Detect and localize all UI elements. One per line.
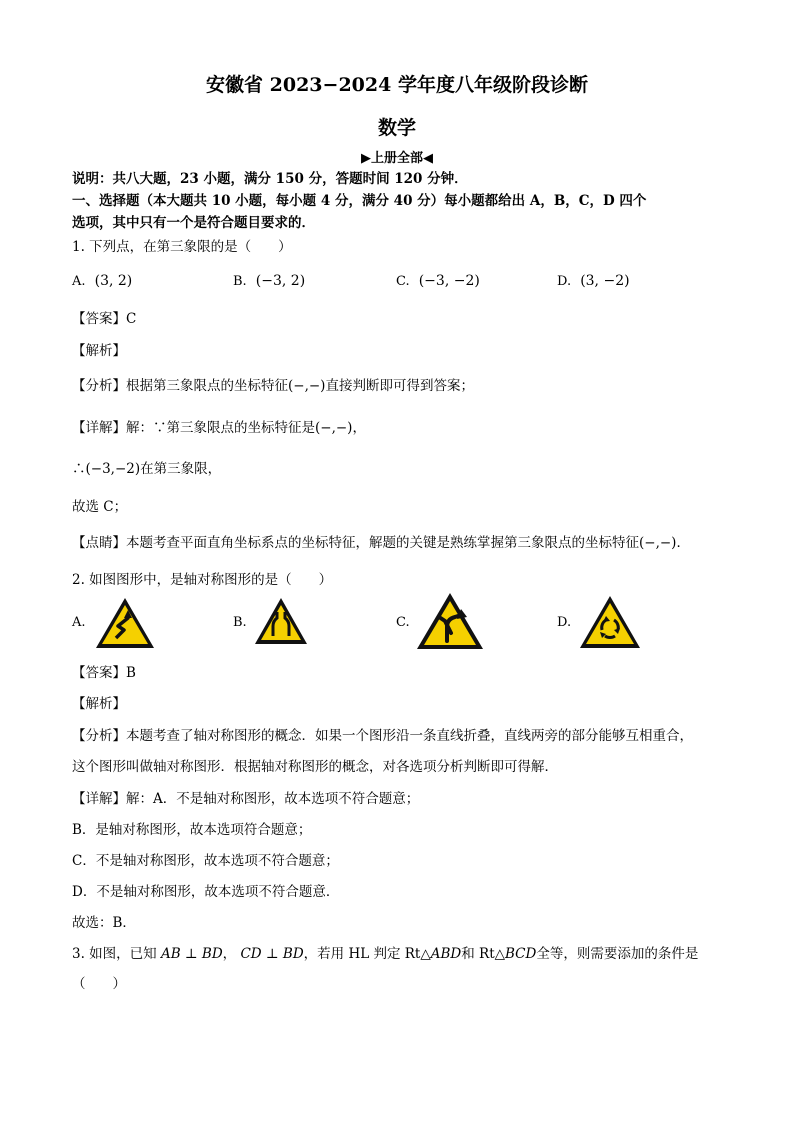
- q3-stem-prefix: 3. 如图，已知: [72, 946, 157, 962]
- q1-stem: 1. 下列点，在第三象限的是（ ）: [72, 239, 292, 255]
- q3-triangle-bcd: BCD: [505, 946, 537, 962]
- q3-stem-tail: 全等，则需要添加的条件是: [536, 946, 699, 962]
- q2-detail-a: 【详解】解：A．不是轴对称图形，故本选项不符合题意；: [72, 791, 420, 807]
- q3-stem-mid: ，若用 HL 判定 Rt△: [303, 946, 431, 962]
- q2-option-a-label: A.: [72, 615, 86, 630]
- q3-triangle-abd: ABD: [430, 946, 462, 962]
- q1-option-a: [72, 270, 132, 289]
- section1-heading-line1: 一、选择题（本大题共 10 小题，每小题 4 分，满分 40 分）每小题都给出 A，B，C，D 四个: [72, 193, 647, 209]
- q1-choice: 故选 C；: [72, 499, 128, 515]
- q2-stem: 2. 如图图形中，是轴对称图形的是（ ）: [72, 572, 333, 588]
- option-value: (3, −2): [580, 273, 630, 289]
- zigzag-road-sign-icon: [94, 596, 156, 650]
- section1-heading-line2: 选项，其中只有一个是符合题目要求的．: [72, 215, 315, 231]
- q1-answer: 【答案】C: [72, 311, 137, 327]
- q1-detail: 【详解】解：∵第三象限点的坐标特征是(−,−)，: [72, 420, 366, 436]
- q3-condition-ab-perp-bd: AB ⊥ BD: [160, 946, 223, 962]
- q1-fenxi: 【分析】根据第三象限点的坐标特征(−,−)直接判断即可得到答案；: [72, 378, 474, 394]
- option-label: D.: [557, 274, 572, 289]
- option-label: C.: [396, 274, 410, 289]
- right-turn-sign-icon: [415, 591, 485, 651]
- q2-option-b-label: B.: [233, 615, 247, 630]
- q2-option-c-label: C.: [396, 615, 410, 630]
- document-title: 安徽省 2023−2024 学年度八年级阶段诊断: [206, 74, 588, 96]
- q3-stem-and: 和 Rt△: [461, 946, 506, 962]
- q3-answer-paren: （ ）: [72, 976, 126, 992]
- q1-dianjing: 【点睛】本题考查平面直角坐标系点的坐标特征，解题的关键是熟练掌握第三象限点的坐标特征(−,−)．: [72, 535, 690, 551]
- option-value: (−3, 2): [255, 273, 306, 289]
- q2-fenxi-line2: 这个图形叫做轴对称图形．根据轴对称图形的概念，对各选项分析判断即可得解．: [72, 759, 558, 775]
- option-value: (−3, −2): [418, 273, 480, 289]
- instructions-note: 说明：共八大题，23 小题，满分 150 分，答题时间 120 分钟．: [72, 171, 468, 187]
- subject-heading: 数学: [377, 117, 416, 139]
- q2-analysis-head: 【解析】: [72, 696, 126, 712]
- q2-conclusion: 故选：B．: [72, 915, 136, 931]
- q2-detail-b: B．是轴对称图形，故本选项符合题意；: [72, 822, 312, 838]
- roundabout-sign-icon: [578, 594, 642, 650]
- scope-label: ▶上册全部◀: [361, 151, 433, 166]
- option-value: (3, 2): [94, 273, 133, 289]
- option-label: B.: [233, 274, 247, 289]
- q1-option-c: [396, 270, 480, 289]
- q1-option-d: [557, 270, 630, 289]
- q2-answer: 【答案】B: [72, 665, 136, 681]
- q2-detail-d: D．不是轴对称图形，故本选项不符合题意．: [72, 884, 340, 900]
- narrow-road-sign-icon: [253, 596, 309, 646]
- q1-analysis-head: 【解析】: [72, 343, 126, 359]
- q1-option-b: [233, 270, 305, 289]
- q2-option-d-label: D.: [557, 615, 572, 630]
- q2-detail-c: C．不是轴对称图形，故本选项不符合题意；: [72, 853, 339, 869]
- q3-stem: [72, 942, 698, 962]
- q3-condition-cd-perp-bd: CD ⊥ BD: [240, 946, 304, 962]
- q1-step: ∴(−3,−2)在第三象限，: [72, 461, 222, 477]
- option-label: A.: [72, 274, 86, 289]
- q3-separator: ，: [222, 946, 237, 962]
- q2-fenxi-line1: 【分析】本题考查了轴对称图形的概念．如果一个图形沿一条直线折叠，直线两旁的部分能够互相重合，: [72, 728, 693, 744]
